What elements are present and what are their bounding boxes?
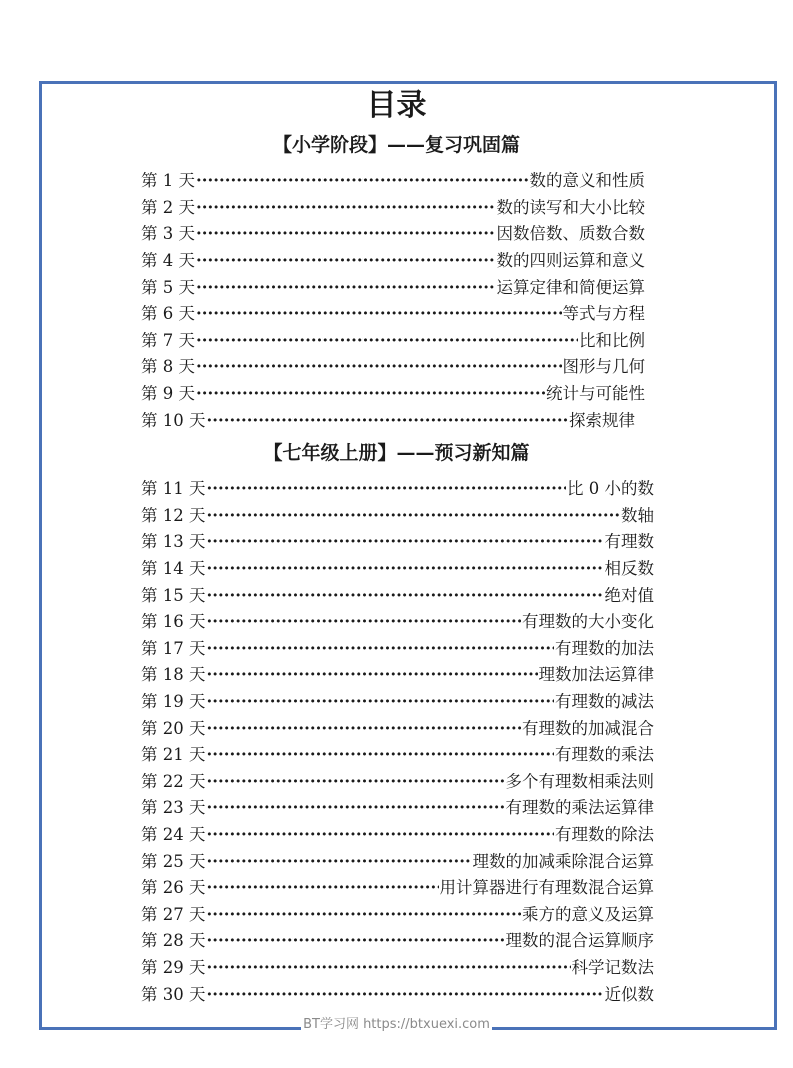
- toc-entry[interactable]: [141, 875, 654, 902]
- toc-topic: 科学记数法: [571, 957, 654, 977]
- toc-entry[interactable]: [141, 354, 645, 381]
- toc-topic: 有理数的加减混合: [522, 718, 654, 738]
- toc-day: 第 9 天: [141, 384, 195, 404]
- toc-topic: 有理数的乘法: [555, 745, 654, 765]
- toc-day: 第 18 天: [141, 665, 206, 685]
- toc-entry[interactable]: [141, 769, 654, 796]
- toc-entry[interactable]: [141, 689, 654, 716]
- toc-day: 第 17 天: [141, 638, 206, 658]
- dot-leader: [207, 875, 439, 901]
- page-title: 目录: [366, 88, 427, 123]
- toc-day: 第 1 天: [141, 171, 195, 191]
- dot-leader: [207, 476, 567, 502]
- dot-leader: [207, 928, 505, 954]
- toc-entry[interactable]: [141, 582, 654, 609]
- toc-day: 第 29 天: [141, 957, 206, 977]
- toc-day: 第 14 天: [141, 559, 206, 579]
- toc-entry[interactable]: [141, 981, 654, 1008]
- dot-leader: [207, 822, 555, 848]
- toc-day: 第 19 天: [141, 692, 206, 712]
- toc-topic: 有理数的加法: [555, 638, 654, 658]
- section-heading-primary-review: 【小学阶段】——复习巩固篇: [272, 134, 520, 156]
- toc-entry[interactable]: [141, 742, 654, 769]
- dot-leader: [196, 221, 496, 247]
- toc-entry[interactable]: [141, 195, 645, 222]
- toc-list-grade7-preview: [141, 476, 654, 1008]
- dot-leader: [207, 795, 505, 821]
- toc-topic: 比 0 小的数: [567, 479, 654, 499]
- toc-entry[interactable]: [141, 407, 635, 434]
- toc-entry[interactable]: [141, 381, 645, 408]
- toc-day: 第 26 天: [141, 878, 206, 898]
- dot-leader: [207, 503, 621, 529]
- toc-topic: 等式与方程: [562, 304, 645, 324]
- footer-text: BT学习网 https://btxuexi.com: [303, 1017, 490, 1032]
- dot-leader: [207, 408, 569, 434]
- toc-entry[interactable]: [141, 662, 654, 689]
- toc-day: 第 3 天: [141, 224, 195, 244]
- toc-entry[interactable]: [141, 636, 654, 663]
- dot-leader: [196, 168, 529, 194]
- toc-day: 第 27 天: [141, 904, 206, 924]
- toc-entry[interactable]: [141, 328, 645, 355]
- toc-day: 第 13 天: [141, 532, 206, 552]
- toc-topic: 图形与几何: [562, 357, 645, 377]
- toc-topic: 有理数的除法: [555, 825, 654, 845]
- section-heading-grade7-preview: 【七年级上册】——预习新知篇: [263, 442, 530, 464]
- toc-topic: 有理数的大小变化: [522, 612, 654, 632]
- toc-entry[interactable]: [141, 795, 654, 822]
- toc-day: 第 2 天: [141, 197, 195, 217]
- toc-day: 第 4 天: [141, 251, 195, 271]
- toc-entry[interactable]: [141, 848, 654, 875]
- dot-leader: [207, 529, 604, 555]
- toc-entry[interactable]: [141, 168, 645, 195]
- toc-topic: 用计算器进行有理数混合运算: [439, 878, 654, 898]
- toc-topic: 数的意义和性质: [529, 171, 645, 191]
- dot-leader: [207, 609, 522, 635]
- toc-topic: 探索规律: [569, 410, 635, 430]
- toc-topic: 理数加法运算律: [538, 665, 654, 685]
- toc-topic: 乘方的意义及运算: [522, 904, 654, 924]
- toc-day: 第 24 天: [141, 825, 206, 845]
- toc-entry[interactable]: [141, 476, 654, 503]
- dot-leader: [196, 275, 496, 301]
- dot-leader: [196, 381, 545, 407]
- toc-topic: 绝对值: [604, 585, 654, 605]
- dot-leader: [196, 195, 496, 221]
- toc-day: 第 8 天: [141, 357, 195, 377]
- toc-day: 第 5 天: [141, 277, 195, 297]
- toc-topic: 理数的加减乘除混合运算: [472, 851, 654, 871]
- dot-leader: [207, 902, 522, 928]
- toc-topic: 数的读写和大小比较: [496, 197, 645, 217]
- dot-leader: [196, 248, 496, 274]
- dot-leader: [207, 636, 555, 662]
- toc-entry[interactable]: [141, 301, 645, 328]
- footer-watermark: [0, 1016, 793, 1034]
- toc-entry[interactable]: [141, 274, 645, 301]
- toc-day: 第 10 天: [141, 410, 206, 430]
- toc-entry[interactable]: [141, 928, 654, 955]
- dot-leader: [207, 742, 555, 768]
- dot-leader: [207, 955, 571, 981]
- toc-topic: 因数倍数、质数合数: [496, 224, 645, 244]
- dot-leader: [196, 301, 562, 327]
- toc-topic: 相反数: [604, 559, 654, 579]
- dot-leader: [207, 689, 555, 715]
- toc-day: 第 6 天: [141, 304, 195, 324]
- toc-day: 第 28 天: [141, 931, 206, 951]
- dot-leader: [207, 849, 472, 875]
- dot-leader: [207, 662, 538, 688]
- toc-entry[interactable]: [141, 248, 645, 275]
- dot-leader: [207, 583, 604, 609]
- dot-leader: [207, 716, 522, 742]
- toc-topic: 理数的混合运算顺序: [505, 931, 654, 951]
- toc-topic: 统计与可能性: [546, 384, 645, 404]
- toc-topic: 多个有理数相乘法则: [505, 771, 654, 791]
- toc-day: 第 23 天: [141, 798, 206, 818]
- toc-entry[interactable]: [141, 221, 645, 248]
- toc-day: 第 12 天: [141, 505, 206, 525]
- toc-topic: 有理数的减法: [555, 692, 654, 712]
- toc-day: 第 15 天: [141, 585, 206, 605]
- toc-topic: 数的四则运算和意义: [496, 251, 645, 271]
- toc-topic: 有理数: [604, 532, 654, 552]
- toc-topic: 近似数: [604, 984, 654, 1004]
- dot-leader: [196, 354, 562, 380]
- toc-entry[interactable]: [141, 556, 654, 583]
- toc-entry[interactable]: [141, 715, 654, 742]
- toc-entry[interactable]: [141, 529, 654, 556]
- toc-day: 第 20 天: [141, 718, 206, 738]
- toc-day: 第 22 天: [141, 771, 206, 791]
- toc-entry[interactable]: [141, 902, 654, 929]
- toc-day: 第 11 天: [141, 479, 206, 499]
- dot-leader: [196, 328, 578, 354]
- toc-day: 第 16 天: [141, 612, 206, 632]
- toc-topic: 比和比例: [579, 330, 645, 350]
- toc-entry[interactable]: [141, 503, 654, 530]
- toc-day: 第 30 天: [141, 984, 206, 1004]
- dot-leader: [207, 556, 604, 582]
- toc-topic: 运算定律和简便运算: [496, 277, 645, 297]
- dot-leader: [207, 769, 505, 795]
- toc-entry[interactable]: [141, 609, 654, 636]
- toc-day: 第 21 天: [141, 745, 206, 765]
- toc-entry[interactable]: [141, 822, 654, 849]
- dot-leader: [207, 982, 604, 1008]
- toc-topic: 数轴: [621, 505, 654, 525]
- toc-day: 第 25 天: [141, 851, 206, 871]
- toc-topic: 有理数的乘法运算律: [505, 798, 654, 818]
- toc-entry[interactable]: [141, 955, 654, 982]
- toc-list-primary-review: [141, 168, 645, 434]
- toc-day: 第 7 天: [141, 330, 195, 350]
